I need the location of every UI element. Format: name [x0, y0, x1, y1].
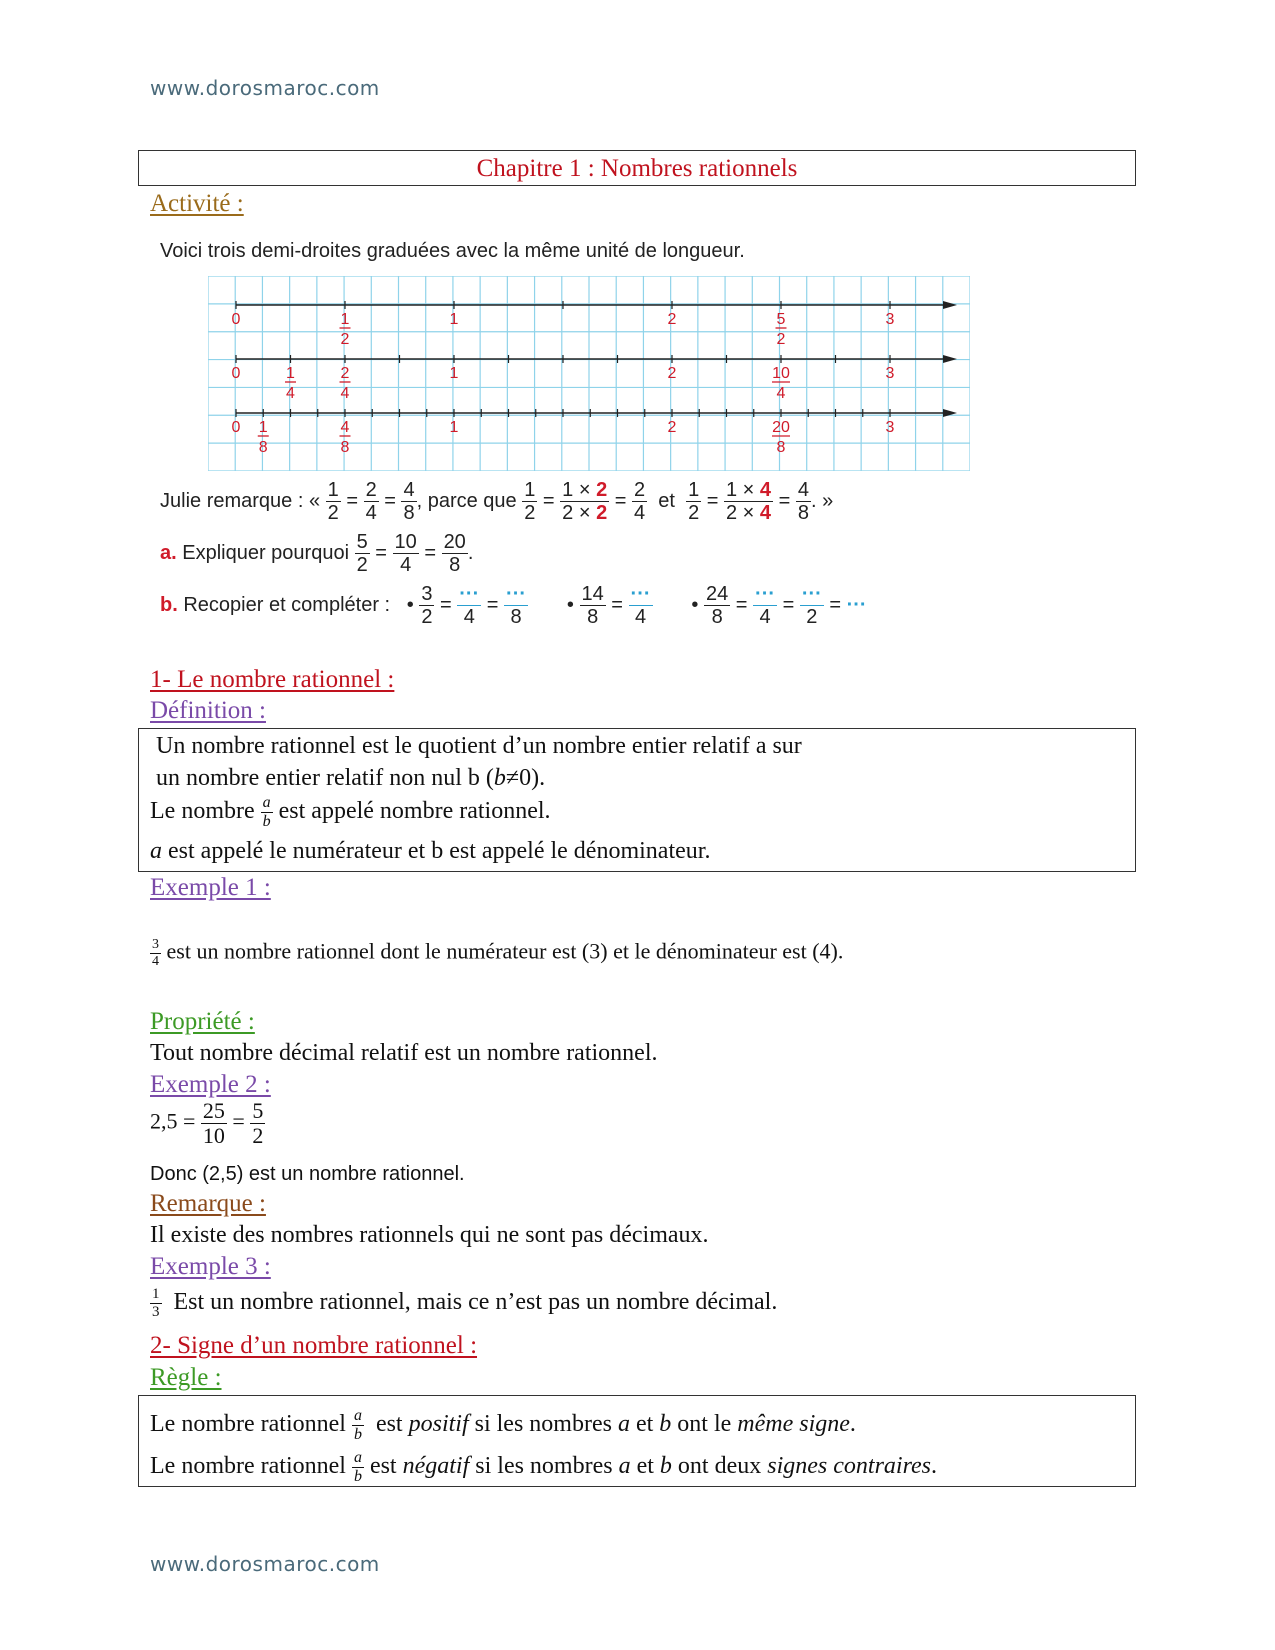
regle-heading: Règle :	[150, 1364, 222, 1391]
den: 3	[152, 1304, 160, 1320]
num: 14	[581, 583, 604, 605]
frac-a-b	[352, 1408, 364, 1443]
frac	[201, 1100, 227, 1147]
den: b	[262, 813, 271, 830]
dots: ···	[459, 583, 480, 605]
activite-heading: Activité :	[150, 190, 244, 217]
den: 2	[327, 502, 339, 524]
num: a	[353, 1407, 362, 1424]
exemple2-equation: 2,5 = $\frac{25}{10}$ = $\frac{5}{2}$	[150, 1098, 264, 1148]
tick-label: 1	[449, 365, 459, 382]
num: 2	[634, 479, 646, 501]
den: 8	[403, 502, 415, 524]
tick-label-den: 8	[340, 439, 350, 456]
tick-label: 10	[772, 365, 790, 382]
t: négatif	[402, 1453, 470, 1480]
tick-label: 1	[449, 311, 459, 328]
frac	[580, 584, 606, 627]
propriete-text: Tout nombre décimal relatif est un nombre rationnel.	[150, 1040, 658, 1066]
exemple2-donc: Donc (2,5) est un nombre rationnel.	[150, 1163, 465, 1185]
frac	[504, 584, 528, 627]
var-a: a	[618, 1453, 631, 1480]
close-quote: . »	[810, 489, 834, 512]
den: 2	[421, 606, 433, 628]
den: 4	[634, 606, 647, 628]
num: 4	[403, 479, 415, 501]
frac	[250, 1100, 265, 1147]
tick-label-den: 2	[340, 331, 350, 348]
num: 1	[688, 479, 700, 501]
frac	[355, 532, 370, 575]
tick-label: 0	[231, 419, 241, 436]
dots: ···	[755, 583, 776, 605]
regle-box	[138, 1395, 1136, 1487]
exemple1-heading: Exemple 1 :	[150, 874, 271, 901]
remarque-text: Il existe des nombres rationnels qui ne sont pas décimaux.	[150, 1222, 709, 1248]
num: 1	[327, 479, 339, 501]
tick-label: 0	[231, 311, 241, 328]
num: 5	[252, 1098, 264, 1123]
num: 1 × 4	[726, 479, 772, 501]
num: 4	[797, 479, 809, 501]
frac-3-4	[150, 938, 161, 969]
remarque-heading: Remarque :	[150, 1190, 266, 1217]
t: 2,5 =	[150, 1108, 196, 1134]
t: est appelé le numérateur et b est appelé le dénominateur.	[162, 838, 711, 864]
den: 4	[152, 954, 159, 969]
var-a: a	[150, 838, 162, 864]
num: 1	[152, 1286, 160, 1302]
regle-line1: Le nombre rationnel $\frac{a}{b}$ est positif si les nombres a et b ont le même signe.	[150, 1407, 856, 1443]
var-b: b	[493, 765, 506, 791]
frac	[704, 584, 730, 627]
den: 4	[400, 554, 412, 576]
den: 8	[711, 606, 723, 628]
def-line1: Un nombre rationnel est le quotient d’un nombre entier relatif a sur	[156, 733, 802, 759]
et: et	[658, 489, 675, 512]
den: 8	[510, 606, 522, 628]
den: 2	[688, 502, 700, 524]
tick-label: 0	[231, 365, 241, 382]
num: 3	[421, 583, 433, 605]
den: 8	[587, 606, 599, 628]
dots: ···	[630, 583, 651, 605]
chapter-title: Chapitre 1 : Nombres rationnels	[476, 155, 798, 182]
t: Est un nombre rationnel, mais ce n’est pas un nombre décimal.	[173, 1289, 778, 1316]
frac-1-3	[150, 1287, 162, 1320]
frac	[629, 584, 653, 627]
num: 24	[706, 583, 729, 605]
den: 4	[463, 606, 475, 628]
arrow-head	[943, 301, 957, 309]
t: signes contraires	[767, 1453, 932, 1480]
den: 8	[797, 502, 809, 524]
den: 2	[252, 1123, 264, 1148]
t: est	[369, 1453, 397, 1480]
tick-label: 4	[340, 419, 350, 436]
tick-label-den: 2	[776, 331, 786, 348]
tick-label: 20	[772, 419, 790, 436]
den: 4	[365, 502, 377, 524]
site-url-top[interactable]: www.dorosmaroc.com	[150, 76, 380, 100]
frac	[442, 532, 468, 575]
den: b	[353, 1426, 362, 1443]
den: 2	[356, 554, 368, 576]
frac	[457, 584, 481, 627]
t: est un nombre rationnel dont le numérateur est (3) et le dénominateur est (4).	[166, 938, 844, 964]
num: a	[262, 794, 271, 811]
num: 2	[365, 479, 377, 501]
t: Le nombre rationnel	[150, 1453, 346, 1480]
frac	[632, 480, 647, 523]
tick-label-den: 8	[776, 439, 786, 456]
question-b: b. Recopier et compléter : • $\frac{3}{2}$ = $\frac{\cdot\cdot\cdot}{4}$ = $\frac{\cdot\cdot\cdot}{8}$ • $\frac{14}{8}$ = $\frac{\cdot\cdot\cdot}{4}$ • $\frac{24}{8}$ = $\frac{\cdot\cdot\cdot}{4}$ = $\frac{\cdot\cdot\cdot}{2}$ = ···	[160, 583, 867, 628]
tick-label: 3	[885, 365, 895, 382]
number-lines	[232, 301, 957, 456]
t: et	[636, 1453, 654, 1480]
t: ont le	[677, 1411, 732, 1438]
num: 10	[394, 531, 417, 553]
num: a	[353, 1449, 362, 1466]
t: si les nombres	[474, 1411, 612, 1438]
frac-a-b	[352, 1450, 364, 1485]
definition-box	[138, 728, 1136, 872]
t: si les nombres	[475, 1453, 613, 1480]
tick-label: 2	[667, 365, 677, 382]
frac	[800, 584, 824, 627]
tick-label-den: 8	[258, 439, 268, 456]
regle-line2: Le nombre rationnel $\frac{a}{b}$ est négatif si les nombres a et b ont deux signes contraires.	[150, 1449, 938, 1485]
num: 25	[202, 1098, 225, 1123]
frac	[419, 584, 434, 627]
julie-remark: Julie remarque : « $\frac{1}{2}$ = $\frac{2}{4}$ = $\frac{4}{8}$ , parce que $\frac{1}{2}$ = $\frac{1 \times 2}{2 \times 2}$ = $\frac{2}{4}$ et $\frac{1}{2}$ = $\frac{1 \times 4}{2 \times 4}$ = $\frac{4}{8}$ . »	[160, 479, 834, 524]
chapter-title-box	[138, 150, 1136, 186]
dots: ···	[801, 583, 822, 605]
frac	[401, 480, 416, 523]
tick-label-den: 4	[286, 385, 295, 402]
def-line4	[150, 838, 710, 865]
t: Le nombre rationnel	[150, 1411, 346, 1438]
definition-heading: Définition :	[150, 697, 266, 724]
t: ≠0).	[505, 765, 546, 791]
question-a: a. Expliquer pourquoi $\frac{5}{2}$ = $\frac{10}{4}$ = $\frac{20}{8}$ .	[160, 531, 474, 576]
frac	[724, 480, 773, 523]
var-b: b	[659, 1411, 672, 1438]
exemple3-text	[150, 1287, 777, 1320]
tick-label: 2	[667, 419, 677, 436]
den: 2 × 2	[562, 502, 608, 524]
exemple3-heading: Exemple 3 :	[150, 1253, 271, 1280]
section2-heading: 2- Signe d’un nombre rationnel :	[150, 1332, 478, 1359]
b-label: b.	[160, 593, 178, 616]
propriete-heading: Propriété :	[150, 1008, 255, 1035]
a-text: Expliquer pourquoi	[182, 541, 350, 564]
site-url-bottom[interactable]: www.dorosmaroc.com	[150, 1552, 380, 1576]
julie-label: Julie remarque : «	[160, 489, 321, 512]
num: 1	[524, 479, 536, 501]
tick-label: 5	[776, 311, 786, 328]
den: 10	[202, 1123, 225, 1148]
den: 2 × 4	[726, 502, 772, 524]
t: même signe	[737, 1411, 850, 1438]
a-label: a.	[160, 541, 177, 564]
def-line3	[150, 795, 551, 830]
den: 4	[634, 502, 646, 524]
den: 2	[524, 502, 536, 524]
t: est	[375, 1411, 403, 1438]
frac-a-b	[261, 795, 273, 830]
var-b: b	[659, 1453, 672, 1480]
b-text: Recopier et compléter :	[183, 593, 391, 616]
frac	[393, 532, 419, 575]
frac	[560, 480, 609, 523]
frac	[753, 584, 777, 627]
tick-label-den: 4	[776, 385, 786, 402]
frac	[326, 480, 341, 523]
dots: ···	[846, 593, 867, 616]
number-line-figure	[208, 276, 970, 471]
den: 2	[806, 606, 818, 628]
exemple2-heading: Exemple 2 :	[150, 1071, 271, 1098]
tick-label-den: 4	[340, 385, 350, 402]
arrow-head	[943, 355, 957, 363]
t: positif	[408, 1411, 469, 1438]
den: b	[353, 1468, 362, 1485]
tick-label: 1	[449, 419, 459, 436]
frac	[686, 480, 701, 523]
den: 8	[449, 554, 461, 576]
frac	[522, 480, 537, 523]
tick-label: 3	[885, 419, 895, 436]
tick-label: 1	[340, 311, 350, 328]
activite-intro: Voici trois demi-droites graduées avec la même unité de longueur.	[160, 240, 745, 262]
section1-heading: 1- Le nombre rationnel :	[150, 666, 395, 693]
tick-label: 1	[258, 419, 268, 436]
num: 5	[356, 531, 368, 553]
var-a: a	[617, 1411, 630, 1438]
tick-label: 3	[885, 311, 895, 328]
def-line2	[156, 765, 545, 792]
tick-label: 2	[340, 365, 350, 382]
dots: ···	[506, 583, 527, 605]
t: Le nombre	[150, 798, 255, 825]
frac	[796, 480, 811, 523]
num: 3	[152, 937, 159, 952]
num: 20	[443, 531, 466, 553]
tick-label: 2	[667, 311, 677, 328]
t: un nombre entier relatif non nul b (	[156, 765, 494, 791]
tick-label: 1	[286, 365, 295, 382]
parce-que: , parce que	[416, 489, 517, 512]
num: 1 × 2	[562, 479, 608, 501]
frac	[364, 480, 379, 523]
den: 4	[759, 606, 771, 628]
t: et	[635, 1411, 654, 1438]
t: ont deux	[677, 1453, 762, 1480]
exemple1-text	[150, 938, 843, 969]
t: est appelé nombre rationnel.	[278, 798, 551, 825]
